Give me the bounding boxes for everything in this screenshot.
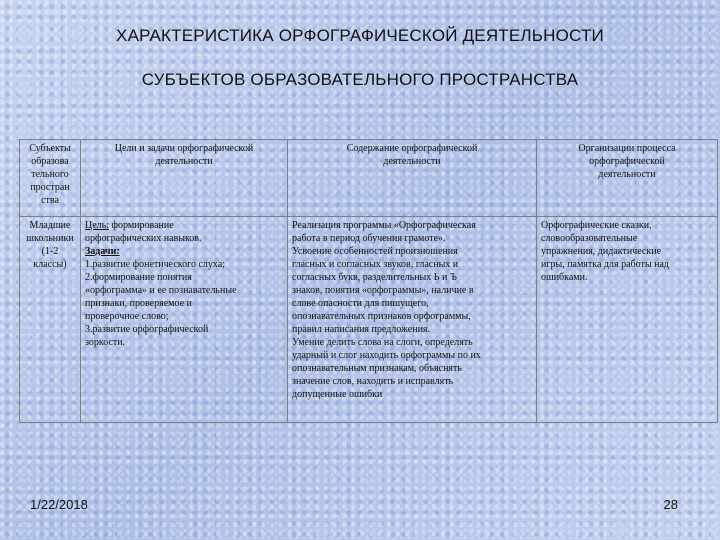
text-line: словообразовательные	[541, 233, 638, 244]
text-line: школьники	[26, 233, 74, 244]
text-line: упражнения, дидактические	[541, 246, 662, 257]
table-row	[20, 217, 718, 423]
text-line: простран	[30, 182, 70, 193]
text-line: значение слов, находить и исправлять	[292, 376, 454, 387]
header-content	[288, 140, 537, 217]
goal-lines	[85, 232, 283, 245]
text-line: опознавательных признаков орфограммы,	[292, 311, 471, 322]
slide-title-line-2: СУБЪЕКТОВ ОБРАЗОВАТЕЛЬНОГО ПРОСТРАНСТВА	[141, 70, 579, 89]
text-line: «орфограмма» и ее познавательные	[85, 285, 237, 296]
text-line: гласных и согласных звуков, гласных и	[292, 259, 459, 270]
text-line: работа в период обучения грамоте».	[292, 233, 446, 244]
footer-date: 1/22/2018	[30, 497, 88, 512]
text-line: признаки, проверяемое и	[85, 298, 192, 309]
goal-text: формирование	[109, 220, 174, 231]
characteristics-table	[19, 139, 718, 423]
text-line: Организации процесса	[578, 143, 676, 154]
cell-organization	[537, 217, 718, 423]
text-line: тельного	[31, 169, 69, 180]
text-line: орфографической	[589, 156, 665, 167]
text-line: Реализация программы «Орфографическая	[292, 220, 476, 231]
header-organization	[537, 140, 718, 217]
text-line: образова	[31, 156, 69, 167]
text-line: зоркости.	[85, 337, 126, 348]
text-line: орфографических навыков.	[85, 233, 202, 244]
text-line: деятельности	[598, 169, 656, 180]
text-line: знаков, понятия «орфограммы», наличие в	[292, 285, 474, 296]
text-line: (1-2	[41, 246, 59, 257]
cell-subject	[20, 217, 81, 423]
text-line: 2.формирование понятия	[85, 272, 192, 283]
header-subjects	[20, 140, 81, 217]
text-line: Цели и задачи орфографической	[114, 143, 254, 154]
text-line: деятельности	[155, 156, 213, 167]
text-line: Младшие	[29, 220, 71, 231]
text-line: 3.развитие орфографической	[85, 324, 209, 335]
text-line: ударный и слог находить орфограммы по их	[292, 350, 481, 361]
text-line: допущенные ошибки	[292, 389, 383, 400]
text-line: Усвоение особенностей произношения	[292, 246, 458, 257]
text-line: 1.развитие фонетического слуха;	[85, 259, 225, 270]
text-line: Содержание орфографической	[346, 143, 478, 154]
slide-title-line-1: ХАРАКТЕРИСТИКА ОРФОГРАФИЧЕСКОЙ ДЕЯТЕЛЬНОСТИ	[116, 26, 604, 45]
table-header-row	[20, 140, 718, 217]
task-lines	[85, 258, 283, 349]
text-line: Умение делить слова на слоги, определять	[292, 337, 473, 348]
text-line: игры, памятка для работы над	[541, 259, 669, 270]
text-line: ошибками.	[541, 272, 588, 283]
header-goals	[81, 140, 288, 217]
text-line: опознавательным признакам, объяснять	[292, 363, 462, 374]
text-line: Субъекты	[29, 143, 71, 154]
footer-page-number: 28	[663, 497, 678, 512]
cell-goals	[81, 217, 288, 423]
text-line: деятельности	[383, 156, 441, 167]
text-line: Орфографические сказки,	[541, 220, 652, 231]
goal-label: Цель:	[85, 220, 109, 231]
text-line: слове опасности для пишущего,	[292, 298, 429, 309]
tasks-label: Задачи:	[85, 246, 120, 257]
cell-content	[288, 217, 537, 423]
text-line: правил написания предложения.	[292, 324, 431, 335]
text-line: проверочное слово;	[85, 311, 169, 322]
text-line: согласных букв, разделительных Ь и Ъ	[292, 272, 457, 283]
text-line: классы)	[33, 259, 67, 270]
text-line: ства	[41, 195, 59, 206]
